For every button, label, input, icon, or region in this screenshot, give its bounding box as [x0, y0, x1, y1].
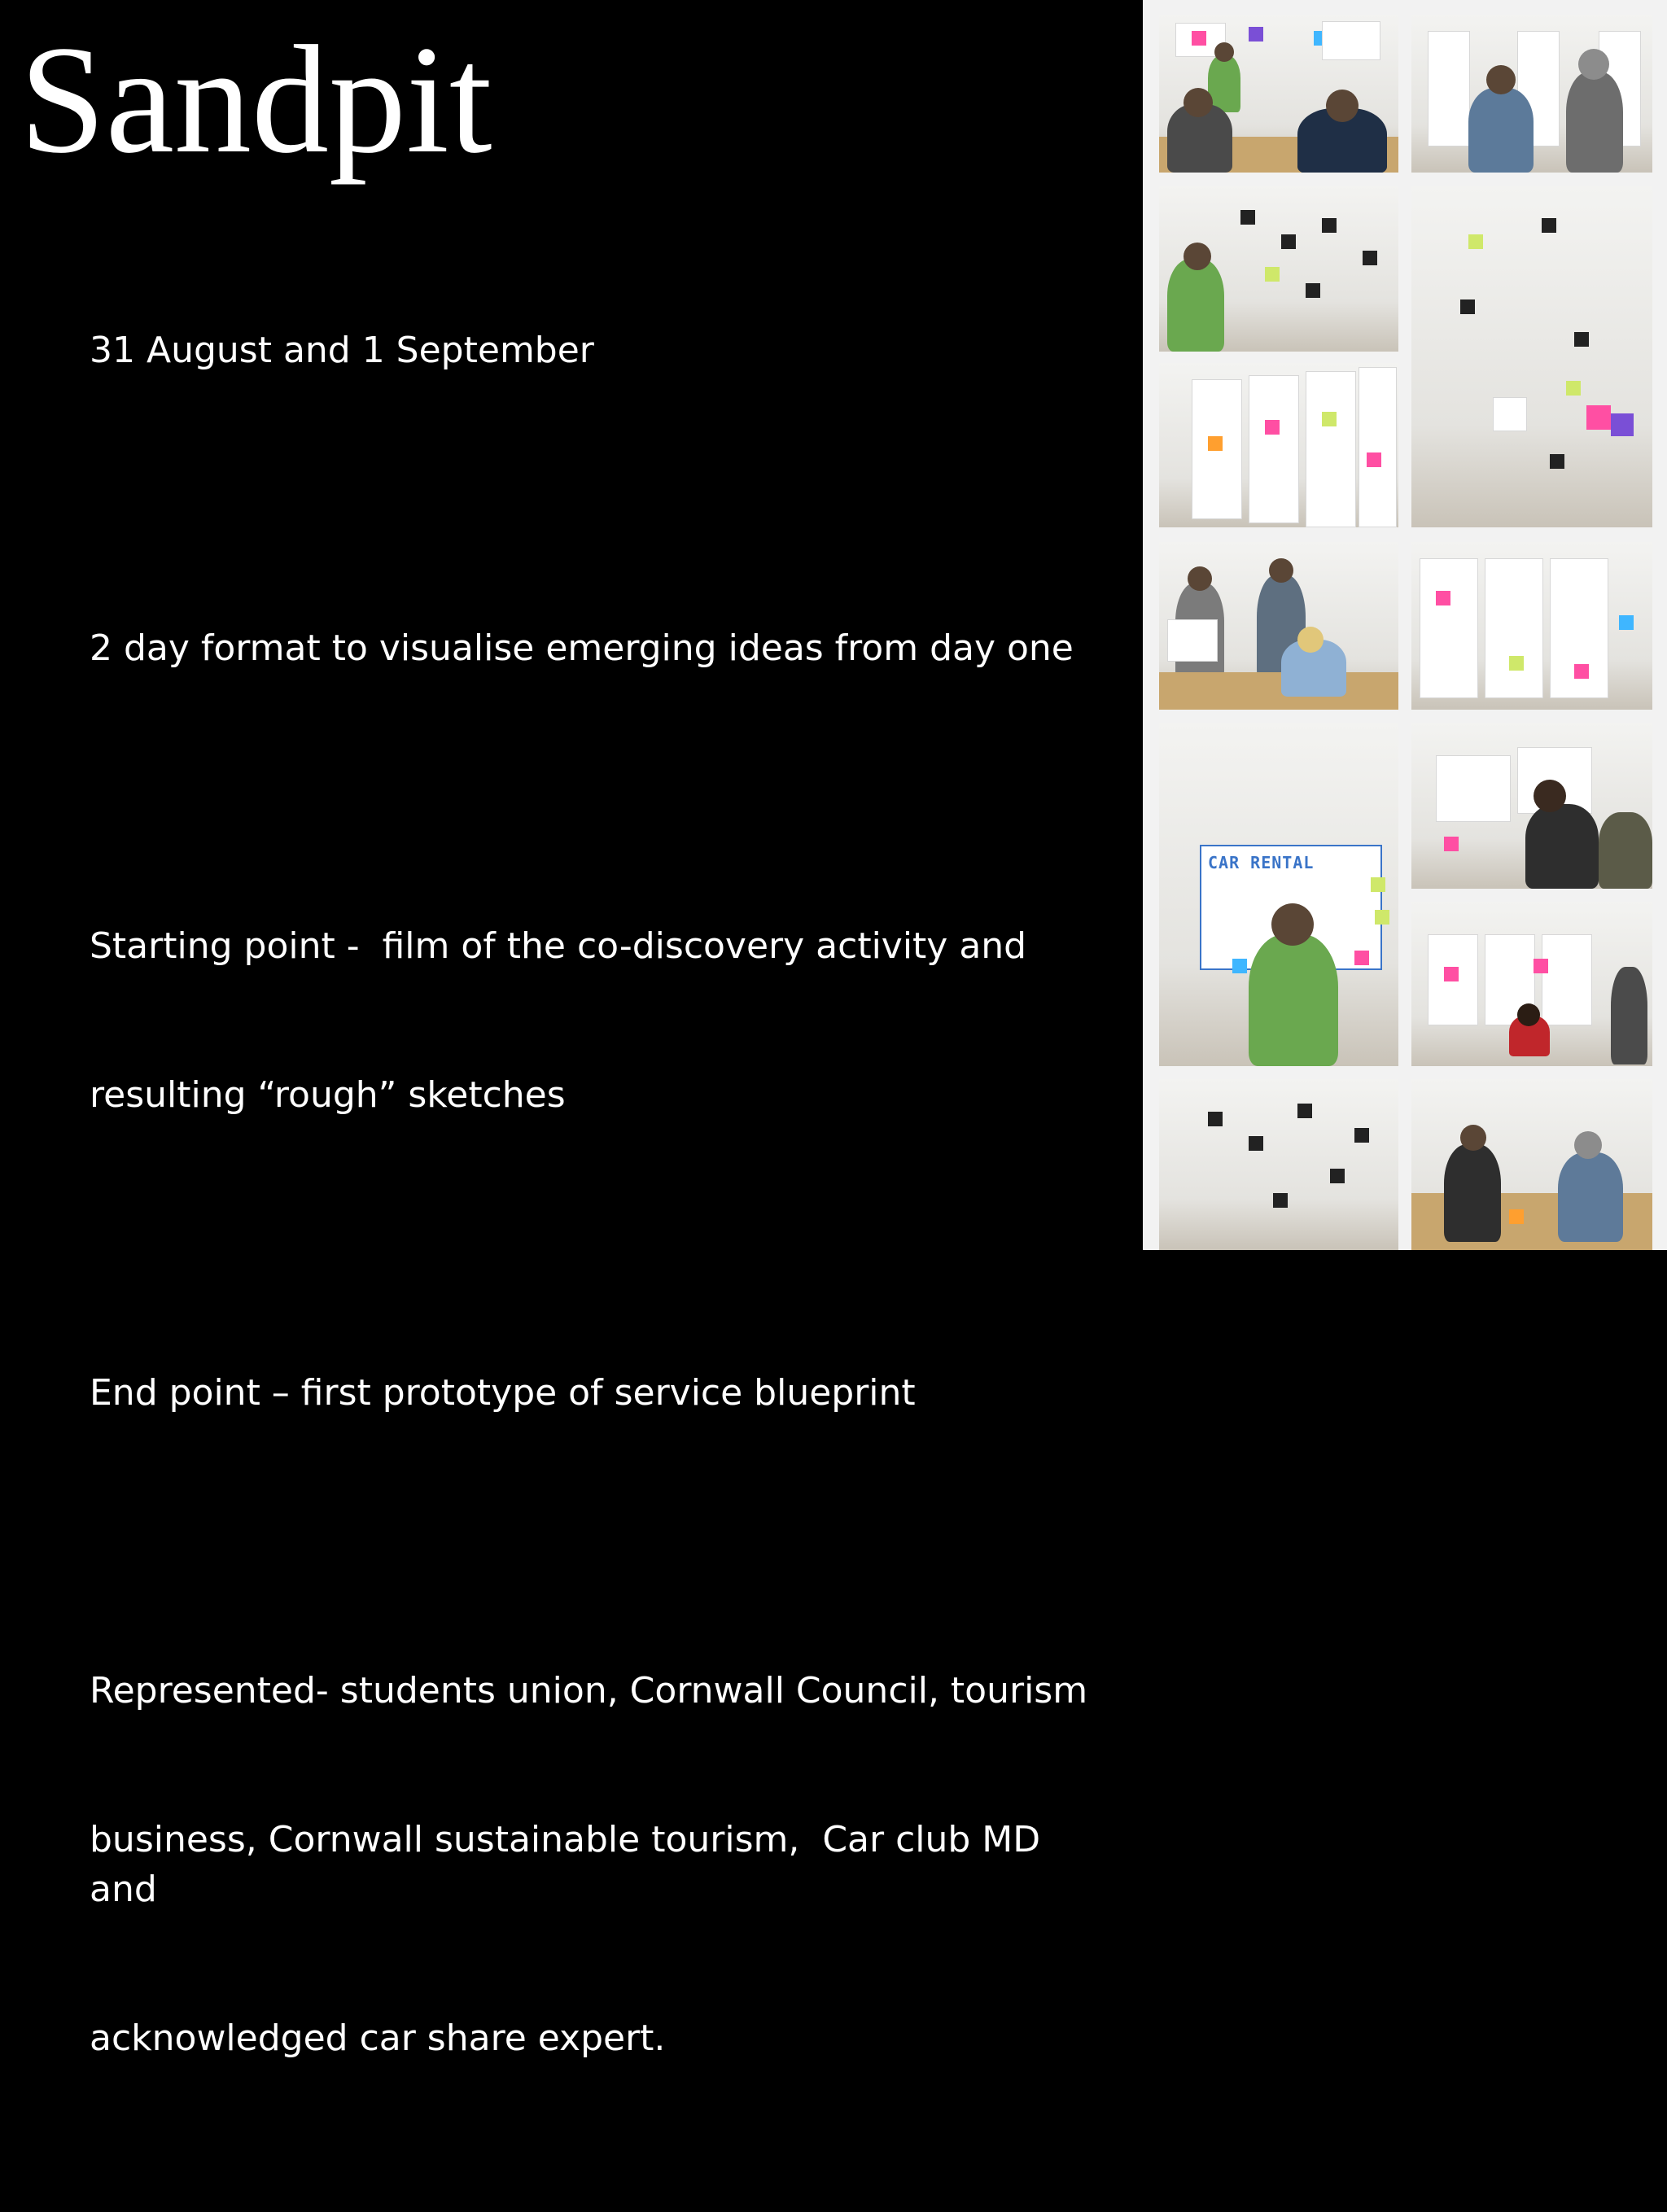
photo-wall-notes — [1159, 186, 1398, 352]
photo-corridor-wall — [1159, 363, 1398, 527]
paragraph-end-point — [90, 1269, 1115, 1517]
text-line: 31 August and 1 September — [90, 330, 594, 371]
slide-body — [90, 226, 1115, 2212]
paragraph-format — [90, 524, 1115, 772]
photo-car-rental-poster — [1159, 723, 1398, 1066]
text-line: resulting “rough” sketches — [90, 1074, 566, 1116]
paragraph-starting-point — [90, 822, 1115, 1219]
photo-working-table — [1411, 1079, 1652, 1250]
photo-wall-seated — [1411, 902, 1652, 1066]
slide-title: Sandpit — [20, 15, 492, 186]
photo-long-wall — [1411, 542, 1652, 710]
text-line: acknowledged car share expert. — [90, 2017, 666, 2059]
photo-two-people — [1411, 15, 1652, 173]
paragraph-dates — [90, 226, 1115, 474]
text-line: End point – first prototype of service blueprint — [90, 1372, 916, 1414]
photo-wall-notes-2 — [1159, 1079, 1398, 1250]
photo-workshop-table — [1159, 15, 1398, 173]
photo-collage — [1143, 0, 1667, 1250]
photo-group-discussion — [1159, 542, 1398, 710]
photo-writing-on-wall — [1411, 723, 1652, 889]
text-line: business, Cornwall sustainable tourism, Car club MD and — [90, 1819, 1052, 1910]
text-line: Represented- students union, Cornwall Council, tourism — [90, 1670, 1088, 1711]
poster-title: CAR RENTAL — [1208, 853, 1315, 872]
photo-wall-diamonds — [1411, 186, 1652, 527]
paragraph-represented — [90, 1567, 1115, 2162]
text-line: 2 day format to visualise emerging ideas from day one — [90, 627, 1074, 669]
text-line: Starting point - film of the co-discovery activity and — [90, 925, 1027, 967]
